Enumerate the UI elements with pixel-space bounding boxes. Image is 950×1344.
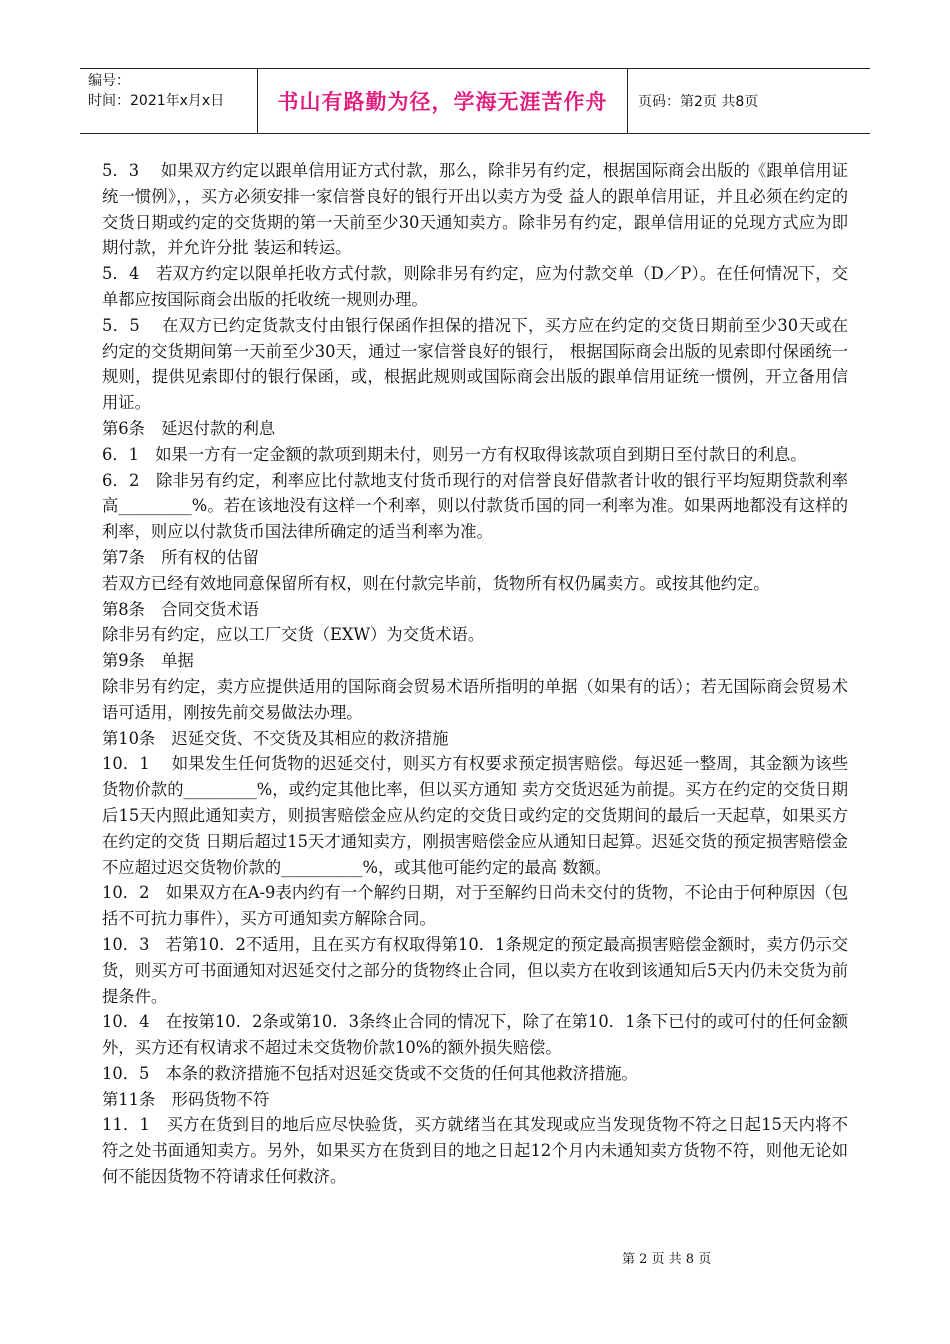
article-9-heading: 第9条 单据 — [102, 651, 194, 671]
clause-10-2: 10．2 如果双方在A-9表内约有一个解约日期，对于至解约日尚未交付的货物，不论由于何种原因（包括不可抗力事件），买方可通知卖方解除合同。 — [102, 883, 848, 929]
header-meta — [80, 69, 258, 133]
clause-5-3: 5．3 如果双方约定以跟单信用证方式付款，那么，除非另有约定，根据国际商会出版的《跟单信用证统一惯例》，，买方必须安排一家信誉良好的银行开出以卖方为受 益人的跟单信用证，并且必须在约定的交货日期或约定的交货期的第一天前至少30天通知卖方。除非另有约定，跟单信用证的兑现方式应为即期付款，并允许分批 装运和转运。 — [102, 161, 848, 258]
article-11-heading: 第11条 形码货物不符 — [102, 1089, 270, 1109]
clause-6-2: 6．2 除非另有约定，利率应比付款地支付货币现行的对信誉良好借款者计收的银行平均短期贷款利率高_________%。若在该地没有这样一个利率，则以付款货币国的同一利率为准。如果两地都没有这样的利率，则应以付款货币国法律所确定的适当利率为准。 — [102, 470, 848, 542]
serial-number-label: 编号： — [88, 73, 130, 89]
article-8-text: 除非另有约定，应以工厂交货（EXW）为交货术语。 — [102, 625, 485, 645]
clause-11-1: 11．1 买方在货到目的地后应尽快验货，买方就绪当在其发现或应当发现货物不符之日起15天内将不符之处书面通知卖方。另外，如果买方在货到目的地之日起12个月内未通知卖方货物不符，则他无论如何不能因货物不符请求任何救济。 — [102, 1115, 848, 1187]
clause-10-4: 10．4 在按第10．2条或第10．3条终止合同的情况下，除了在第10．1条下已付的或可付的任何金额外，买方还有权请求不超过未交货物价款10%的额外损失赔偿。 — [102, 1012, 848, 1058]
clause-5-5: 5．5 在双方已约定货款支付由银行保函作担保的措况下，买方应在约定的交货日期前至少30天或在约定的交货期间第一天前至少30天，通过一家信誉良好的银行， 根据国际商会出版的见索即付保函统一规则，提供见索即付的银行保函，或，根据此规则或国际商会出版的跟单信用证统一惯例，开立备用信用证。 — [102, 315, 848, 413]
clause-10-3: 10．3 若第10．2不适用，且在买方有权取得第10．1条规定的预定最高损害赔偿金额时，卖方仍示交货，则买方可书面通知对迟延交付之部分的货物终止合同，但以卖方在收到该通知后5天内仍未交货为前提条件。 — [102, 934, 848, 1006]
clause-10-5: 10．5 本条的救济措施不包括对迟延交货或不交货的任何其他救济措施。 — [102, 1063, 638, 1083]
clause-10-1: 10．1 如果发生任何货物的迟延交付，则买方有权要求预定损害赔偿。每迟延一整周，其金额为该些货物价款的_________%，或约定其他比率，但以买方通知 卖方交货迟延为前提。买方在约定的交货日期后15天内照此通知卖方，则损害赔偿金应从约定的交货日或约定的交货期间的最后一天起草，如果买方在约定的交货 日期后超过15天才通知卖方，刚损害赔偿金应从通知日起算。迟延交货的预定损害赔偿金不应超过迟交货物价款的__________%，或其他可能约定的最高 数额。 — [102, 754, 848, 877]
page-footer: 第 2 页 共 8 页 — [622, 1252, 712, 1267]
header-motto: 书山有路勤为径，学海无涯苦作舟 — [258, 69, 628, 133]
header-page-number: 页码：第2页 共8页 — [638, 94, 759, 110]
article-9-text: 除非另有约定，卖方应提供适用的国际商会贸易术语所指明的单据（如果有的话）；若无国际商会贸易术语可适用，刚按先前交易做法办理。 — [102, 676, 848, 722]
article-7-heading: 第7条 所有权的估留 — [102, 547, 259, 567]
date-label: 时间：2021年x月x日 — [88, 93, 225, 109]
clause-6-1: 6．1 如果一方有一定金额的款项到期未付，则另一方有权取得该款项自到期日至付款日的利息。 — [102, 444, 807, 464]
clause-5-4: 5．4 若双方约定以限单托收方式付款，则除非另有约定，应为付款交单（D／P）。在任何情况下，交单都应按国际商会出版的托收统一规则办理。 — [102, 264, 848, 309]
article-10-heading: 第10条 迟延交货、不交货及其相应的救济措施 — [102, 728, 449, 748]
page-header — [80, 68, 870, 134]
document-body — [102, 158, 848, 1190]
article-7-text: 若双方已经有效地同意保留所有权，则在付款完毕前，货物所有权仍属卖方。或按其他约定。 — [102, 573, 770, 593]
article-6-heading: 第6条 延迟付款的利息 — [102, 418, 276, 438]
article-8-heading: 第8条 合同交货术语 — [102, 599, 259, 619]
